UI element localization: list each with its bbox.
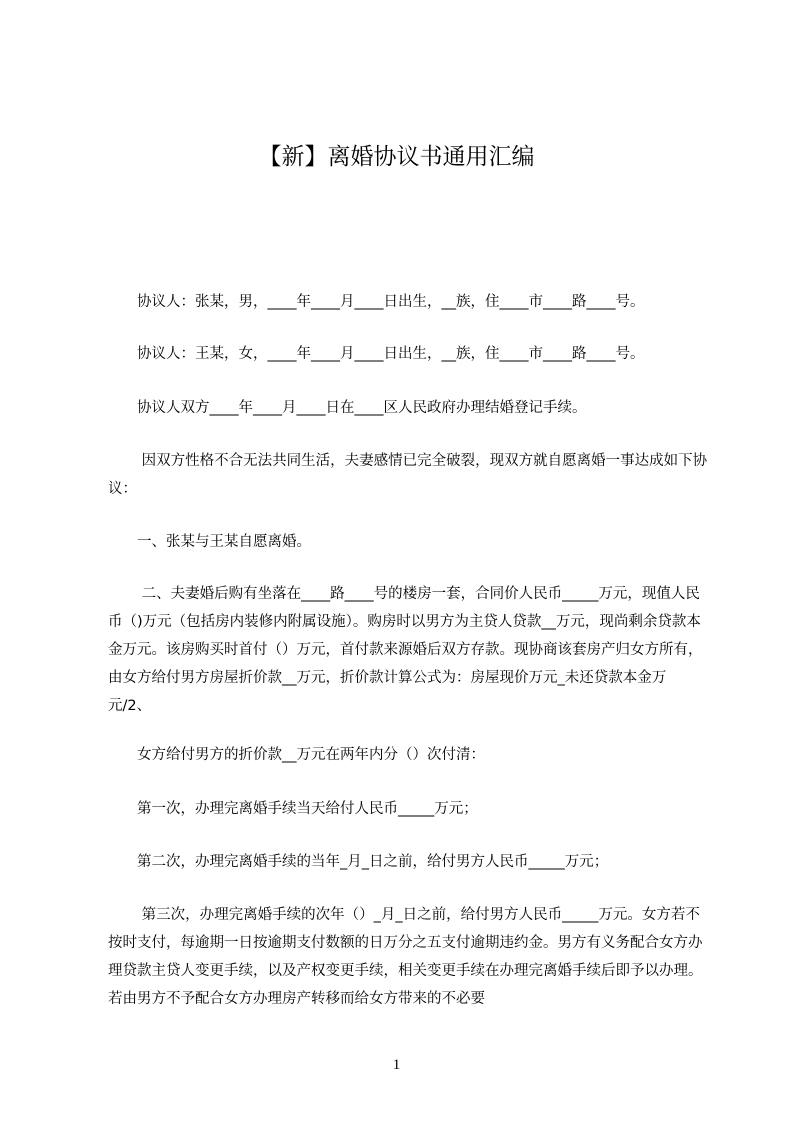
paragraph-third-payment: 第三次，办理完离婚手续的次年（）_月_日之前，给付男方人民币_____万元。女方若不按时支付，每逾期一日按逾期支付数额的日万分之五支付逾期违约金。男方有义务配合女方办理贷款主贷人变更手续，以及产权变更手续，相关变更手续在办理完离婚手续后即予以办理。若由男方不予配合女方办理房产转移而给女方带来的不必要 [108,907,703,1007]
paragraph-first-payment: 第一次，办理完离婚手续当天给付人民币_____万元； [108,801,478,817]
paragraph-clause-two: 二、夫妻婚后购有坐落在____路____号的楼房一套，合同价人民币_____万元，现值人民币（)万元（包括房内装修内附属设施）。购房时以男方为主贷人贷款__万元，现尚剩余贷款本金万元。该房购买时首付（）万元，首付款来源婚后双方存款。现协商该套房产归女方所有，由女方给付男方房屋折价款__万元，折价款计算公式为：房屋现价万元_未还贷款本金万元/2、 [108,586,703,714]
paragraph-clause-one: 一、张某与王某自愿离婚。 [108,534,311,550]
page-number: 1 [392,1057,401,1073]
paragraph-party-two: 协议人：王某，女，____年____月____日出生，__族，住____市____路____号。 [108,346,645,362]
paragraph-marriage-registration: 协议人双方____年____月____日在____区人民政府办理结婚登记手续。 [108,400,587,416]
paragraph-payment-plan: 女方给付男方的折价款__万元在两年内分（）次付清： [108,747,485,763]
document-title: 【新】离婚协议书通用汇编 [258,144,535,170]
paragraph-party-one: 协议人：张某，男，____年____月____日出生，__族，住____市____路____号。 [108,294,645,310]
paragraph-second-payment: 第二次，办理完离婚手续的当年_月_日之前，给付男方人民币_____万元； [108,854,609,870]
paragraph-divorce-reason: 因双方性格不合无法共同生活，夫妻感情已完全破裂，现双方就自愿离婚一事达成如下协议： [108,453,708,497]
